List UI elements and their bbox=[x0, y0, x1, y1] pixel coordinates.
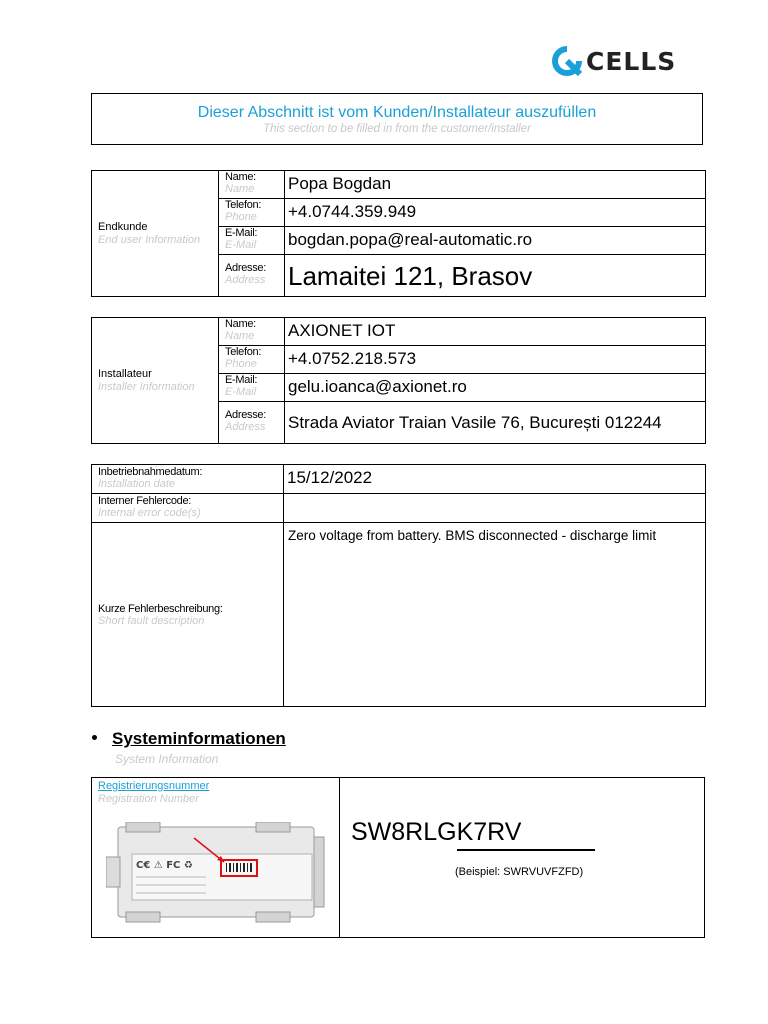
header-subtitle: This section to be filled in from the customer/installer bbox=[263, 123, 531, 135]
registration-label-en: Registration Number bbox=[98, 793, 199, 805]
fault-table bbox=[91, 464, 706, 707]
logo-wordmark: CELLS bbox=[586, 46, 677, 76]
system-info-heading: Systeminformationen bbox=[92, 729, 286, 749]
installer-section-label bbox=[92, 318, 219, 444]
installer-label-de: Installateur bbox=[98, 367, 152, 380]
fault-description-value[interactable]: Zero voltage from battery. BMS disconnected - discharge limit bbox=[284, 523, 706, 707]
end-user-section-label bbox=[92, 171, 219, 297]
field-label: Telefon: Phone bbox=[219, 199, 285, 227]
q-logo-icon bbox=[552, 46, 582, 76]
installer-phone-value[interactable]: +4.0752.218.573 bbox=[285, 346, 706, 374]
field-label: Interner Fehlercode: Internal error code(s) bbox=[92, 494, 284, 523]
field-label: E-Mail: E-Mail bbox=[219, 227, 285, 255]
serial-underline bbox=[457, 849, 595, 851]
system-info-subheading: System Information bbox=[115, 752, 219, 766]
end-user-email-value[interactable]: bogdan.popa@real-automatic.ro bbox=[285, 227, 706, 255]
installation-date-value[interactable]: 15/12/2022 bbox=[284, 465, 706, 494]
field-label: E-Mail: E-Mail bbox=[219, 374, 285, 402]
end-user-address-value[interactable]: Lamaitei 121, Brasov bbox=[285, 255, 706, 297]
installer-address-value[interactable]: Strada Aviator Traian Vasile 76, București 012244 bbox=[285, 402, 706, 444]
end-user-label-en: End user Information bbox=[98, 233, 201, 246]
installer-email-value[interactable]: gelu.ioanca@axionet.ro bbox=[285, 374, 706, 402]
installer-table bbox=[91, 317, 706, 444]
column-divider bbox=[339, 778, 340, 937]
field-label: Adresse: Address bbox=[219, 402, 285, 444]
installer-name-value[interactable]: AXIONET IOT bbox=[285, 318, 706, 346]
svg-text:C€ ⚠ FC ♻: C€ ⚠ FC ♻ bbox=[136, 860, 193, 871]
error-code-value[interactable] bbox=[284, 494, 706, 523]
device-illustration bbox=[106, 822, 326, 924]
header-title: Dieser Abschnitt ist vom Kunden/Installateur auszufüllen bbox=[197, 104, 597, 121]
registration-box bbox=[91, 777, 705, 938]
bullet-icon bbox=[92, 735, 97, 740]
field-label: Name: Name bbox=[219, 318, 285, 346]
field-label: Adresse: Address bbox=[219, 255, 285, 297]
field-label: Inbetriebnahmedatum: Installation date bbox=[92, 465, 284, 494]
serial-number-value[interactable]: SW8RLGK7RV bbox=[351, 818, 522, 846]
end-user-table bbox=[91, 170, 706, 297]
field-label: Kurze Fehlerbeschreibung: Short fault description bbox=[92, 523, 284, 707]
installer-label-en: Installer Information bbox=[98, 380, 195, 393]
field-label: Telefon: Phone bbox=[219, 346, 285, 374]
end-user-name-value[interactable]: Popa Bogdan bbox=[285, 171, 706, 199]
registration-label[interactable]: Registrierungsnummer bbox=[98, 780, 210, 792]
section-header-box bbox=[91, 93, 703, 145]
end-user-phone-value[interactable]: +4.0744.359.949 bbox=[285, 199, 706, 227]
field-label: Name: Name bbox=[219, 171, 285, 199]
qcells-logo bbox=[552, 44, 676, 78]
end-user-label-de: Endkunde bbox=[98, 220, 148, 233]
serial-example: (Beispiel: SWRVUVFZFD) bbox=[455, 866, 584, 878]
